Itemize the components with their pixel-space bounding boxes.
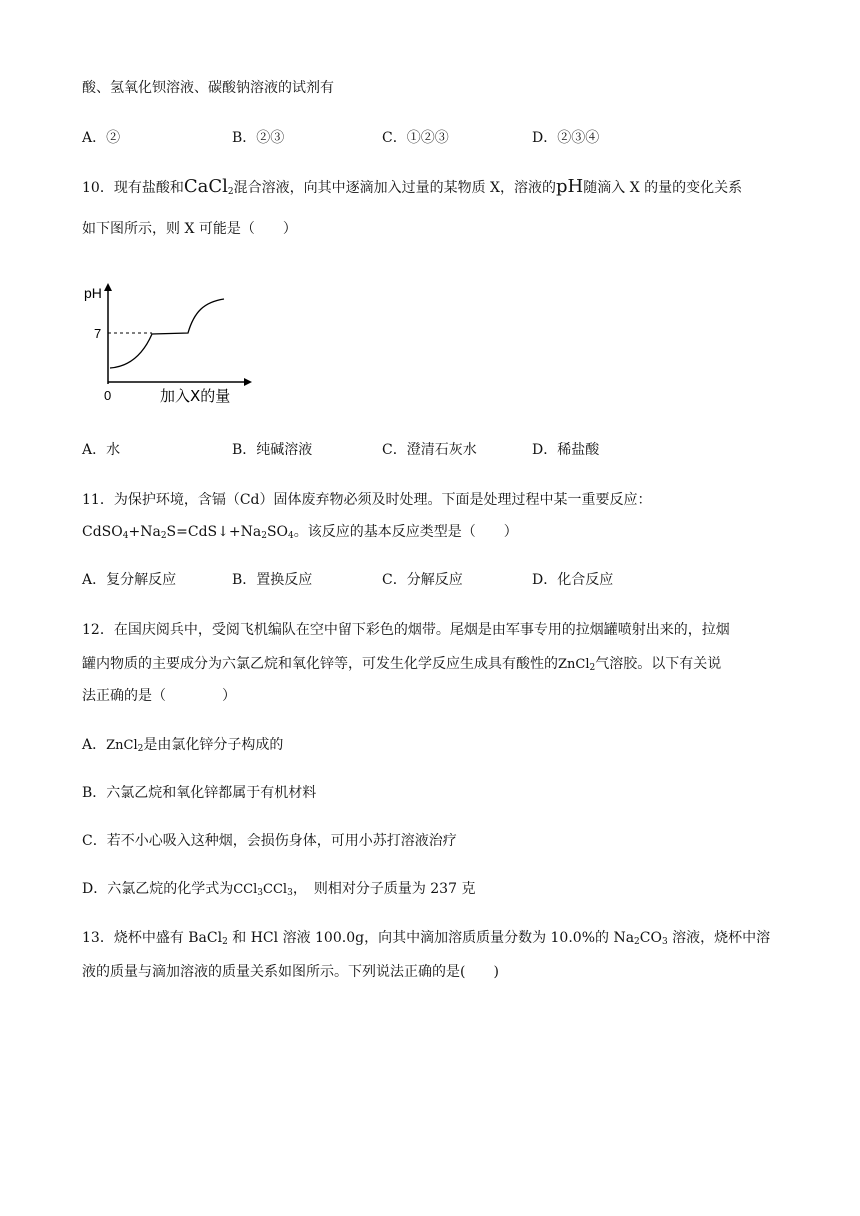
option-b: B．纯碱溶液 (232, 442, 313, 458)
option-a: A．水 (82, 442, 121, 458)
question-13-line-2: 液的质量与滴加溶液的质量关系如图所示。下列说法正确的是( ) (82, 964, 499, 980)
ph-graph (80, 282, 260, 407)
question-12-option-b: B．六氯乙烷和氧化锌都属于有机材料 (82, 785, 317, 801)
y-tick-7: 7 (94, 326, 102, 341)
option-a: A．复分解反应 (82, 572, 177, 588)
question-10-line-2: 如下图所示，则 X 可能是（ ） (82, 221, 297, 237)
y-axis-arrow (104, 283, 112, 291)
option-b: B．②③ (232, 130, 285, 146)
option-d: D．稀盐酸 (532, 442, 600, 458)
question-10-options (82, 440, 782, 460)
option-d: D．②③④ (532, 130, 600, 146)
question-11-line-1: 11．为保护环境，含镉（Cd）固体废弃物必须及时处理。下面是处理过程中某一重要反应： (82, 492, 652, 508)
formula-cacl2: CaCl$_2$ (183, 176, 234, 197)
y-label: pH (84, 285, 102, 301)
question-9-options (82, 128, 782, 148)
question-9-stem-end: 酸、氢氧化钡溶液、碳酸钠溶液的试剂有 (82, 80, 334, 96)
question-12-option-a: A．ZnCl$_2$是由氯化锌分子构成的 (82, 737, 284, 754)
option-c: C．①②③ (382, 130, 449, 146)
x-label: 加入X的量 (160, 387, 231, 405)
option-a: A．② (82, 130, 121, 146)
question-12-option-d: D．六氯乙烷的化学式为CCl$_3$CCl$_3$， 则相对分子质量为 237 克 (82, 881, 476, 898)
option-b: B．置换反应 (232, 572, 313, 588)
question-12-line-3: 法正确的是（ ） (82, 688, 236, 704)
option-c: C．分解反应 (382, 572, 463, 588)
question-10-line-1: 10．现有盐酸和CaCl$_2$混合溶液，向其中逐滴加入过量的某物质 X，溶液的pH随滴入 X 的量的变化关系 (82, 176, 743, 197)
option-d: D．化合反应 (532, 572, 614, 588)
origin-label: 0 (104, 388, 112, 403)
x-axis-arrow (244, 378, 252, 386)
question-13-line-1: 13．烧杯中盛有 BaCl$_2$ 和 HCl 溶液 100.0g，向其中滴加溶质质量分数为 10.0%的 $Na_2CO_3$ 溶液，烧杯中溶 (82, 930, 771, 947)
question-12-option-c: C．若不小心吸入这种烟，会损伤身体，可用小苏打溶液治疗 (82, 833, 457, 849)
question-12-line-2: 罐内物质的主要成分为六氯乙烷和氧化锌等，可发生化学反应生成具有酸性的ZnCl$_2$气溶胶。以下有关说 (82, 656, 722, 673)
option-c: C．澄清石灰水 (382, 442, 477, 458)
question-11-options (82, 570, 782, 590)
formula-zncl2: ZnCl$_2$ (558, 657, 596, 673)
question-11-line-2: $CdSO_4+Na_2S=CdS↓+Na_2SO_4$。该反应的基本反应类型是（ ） (82, 524, 518, 541)
question-12-line-1: 12．在国庆阅兵中，受阅飞机编队在空中留下彩色的烟带。尾烟是由军事专用的拉烟罐喷射出来的，拉烟 (82, 622, 730, 638)
